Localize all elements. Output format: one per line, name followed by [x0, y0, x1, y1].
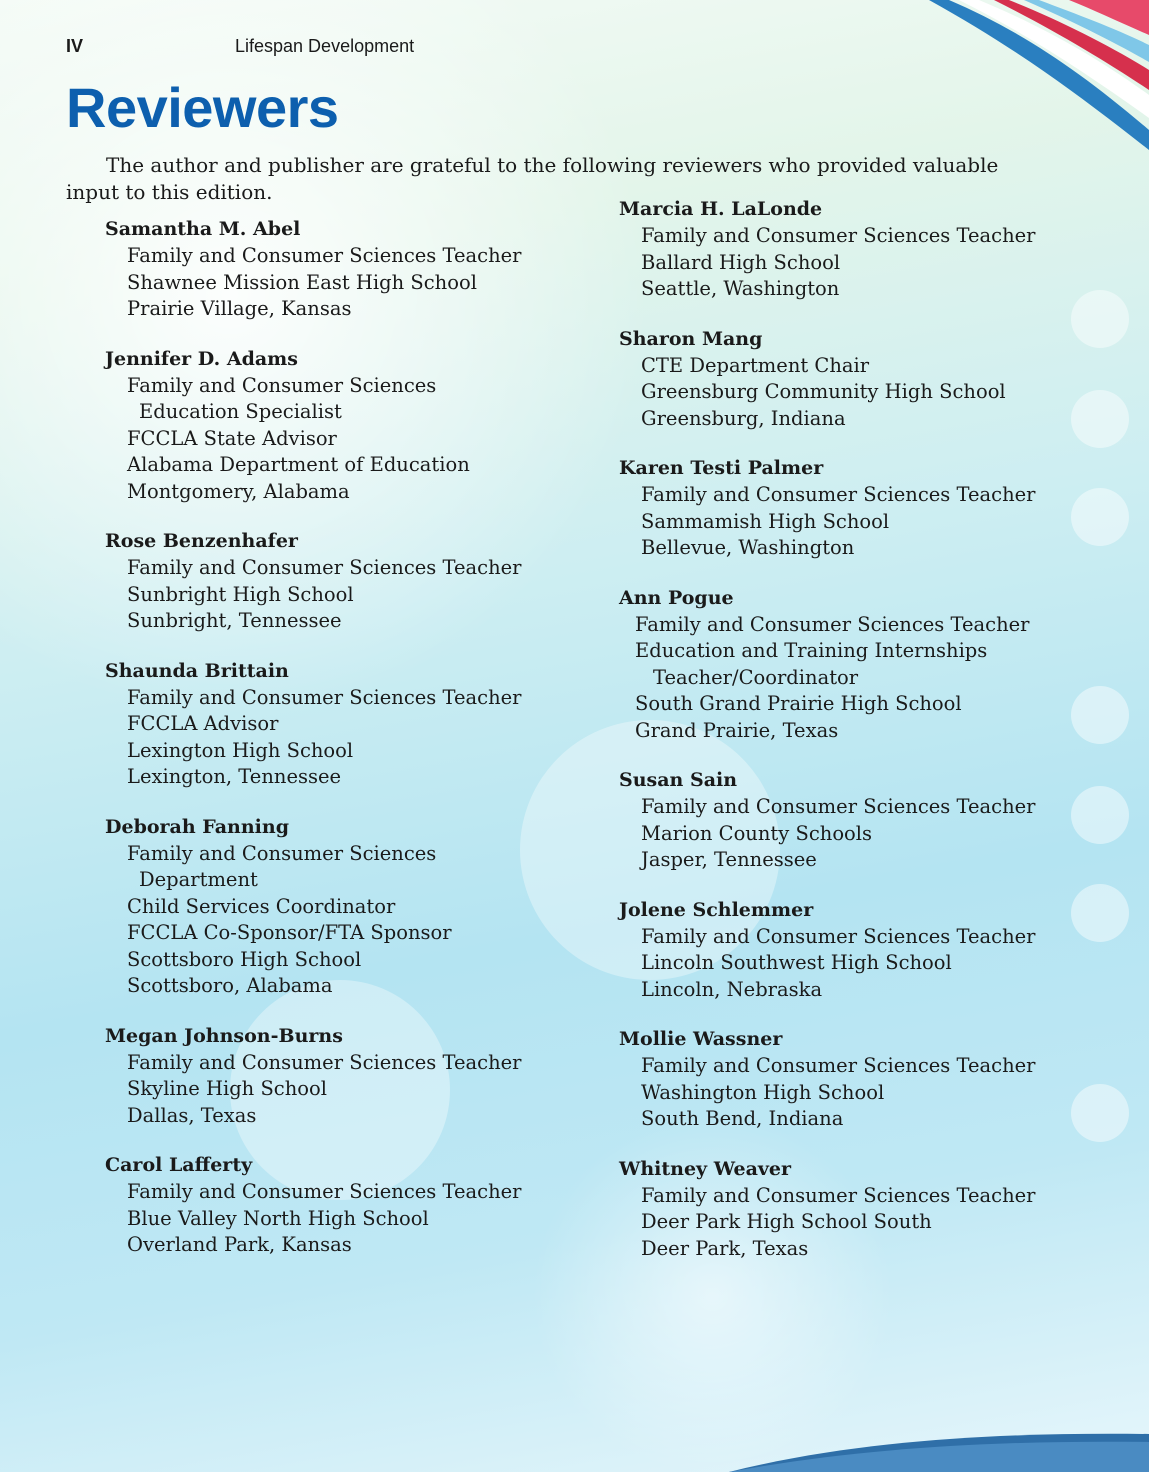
reviewer-detail: FCCLA Advisor: [127, 712, 279, 735]
reviewer-name: Ann Pogue: [619, 586, 734, 609]
reviewer-name: Samantha M. Abel: [105, 218, 301, 240]
running-header: [66, 36, 414, 57]
reviewer-detail: Family and Consumer Sciences Teacher: [127, 244, 522, 267]
reviewer-entry: [105, 1152, 575, 1259]
reviewer-detail: Grand Prairie, Texas: [635, 718, 839, 742]
reviewer-detail: Overland Park, Kansas: [127, 1233, 352, 1256]
reviewer-detail: Family and Consumer Sciences Teacher: [127, 556, 522, 579]
reviewer-detail: Sammamish High School: [641, 509, 890, 533]
reviewer-detail: FCCLA Co-Sponsor/FTA Sponsor: [127, 921, 452, 944]
reviewer-entry: [619, 585, 1099, 745]
reviewer-detail: Dallas, Texas: [127, 1103, 257, 1127]
reviewer-detail: Family and Consumer Sciences Teacher: [641, 1183, 1036, 1207]
reviewer-name: Sharon Mang: [619, 327, 763, 350]
reviewer-name: Jennifer D. Adams: [105, 347, 298, 370]
reviewer-name: Shaunda Brittain: [105, 659, 289, 682]
reviewer-entry: [105, 216, 575, 323]
reviewer-detail: Lincoln, Nebraska: [641, 977, 823, 1001]
reviewer-detail: Ballard High School: [641, 250, 841, 274]
reviewer-detail: Family and Consumer Sciences: [127, 841, 437, 865]
intro-paragraph: The author and publisher are grateful to the following reviewers who provided valuable input to this edition.: [66, 153, 999, 204]
reviewer-detail: Family and Consumer Sciences Teacher: [127, 1050, 522, 1074]
reviewer-detail: Department: [139, 868, 258, 891]
reviewer-detail: South Grand Prairie High School: [635, 692, 962, 715]
reviewer-detail: Washington High School: [641, 1080, 885, 1104]
reviewer-detail: Education Specialist: [139, 400, 342, 423]
reviewer-detail: Montgomery, Alabama: [127, 479, 350, 503]
reviewer-detail: FCCLA State Advisor: [127, 426, 337, 450]
reviewer-entry: [619, 1156, 1099, 1263]
reviewer-detail: Education and Training Internships: [635, 639, 988, 662]
reviewers-left-column: [105, 216, 575, 1282]
reviewer-detail: Bellevue, Washington: [641, 536, 855, 559]
corner-swoosh-bottom: [729, 1412, 1149, 1472]
reviewer-name: Jolene Schlemmer: [619, 898, 814, 921]
reviewer-entry: [105, 1023, 575, 1130]
reviewer-entry: [619, 326, 1099, 433]
reviewer-detail: Scottsboro High School: [127, 947, 362, 971]
reviewer-detail: Child Services Coordinator: [127, 894, 396, 918]
reviewer-name: Susan Sain: [619, 769, 738, 791]
reviewer-name: Whitney Weaver: [619, 1157, 792, 1180]
reviewer-detail: Lincoln Southwest High School: [641, 951, 952, 974]
reviewer-detail: Skyline High School: [127, 1077, 327, 1100]
reviewer-entry: [105, 528, 575, 635]
reviewer-detail: Jasper, Tennessee: [641, 848, 817, 871]
reviewer-detail: Seattle, Washington: [641, 277, 840, 300]
reviewer-entry: [105, 658, 575, 791]
reviewer-entry: [619, 767, 1099, 874]
reviewer-name: Megan Johnson-Burns: [105, 1024, 343, 1047]
reviewer-detail: Family and Consumer Sciences Teacher: [641, 795, 1036, 818]
reviewer-detail: Family and Consumer Sciences Teacher: [641, 224, 1036, 247]
reviewers-right-column: [619, 196, 1099, 1285]
reviewer-detail: Sunbright, Tennessee: [127, 609, 342, 632]
reviewer-detail: Lexington, Tennessee: [127, 765, 342, 788]
reviewer-detail: Lexington High School: [127, 738, 354, 762]
reviewer-name: Mollie Wassner: [619, 1028, 783, 1050]
reviewer-detail: Greensburg, Indiana: [641, 406, 846, 430]
corner-swoosh-top: [909, 0, 1149, 150]
reviewer-name: Rose Benzenhafer: [105, 530, 298, 552]
reviewer-detail: Blue Valley North High School: [127, 1206, 429, 1230]
reviewer-entry: [105, 346, 575, 506]
reviewer-entry: [619, 196, 1099, 303]
reviewer-name: Karen Testi Palmer: [619, 457, 824, 479]
reviewer-detail: Family and Consumer Sciences Teacher: [641, 483, 1036, 506]
reviewer-entry: [619, 897, 1099, 1004]
reviewer-detail: Family and Consumer Sciences Teacher: [635, 612, 1030, 636]
reviewer-entry: [619, 455, 1099, 562]
book-title: Lifespan Development: [235, 36, 415, 56]
reviewer-detail: Alabama Department of Education: [127, 453, 470, 476]
reviewer-detail: Family and Consumer Sciences Teacher: [127, 685, 522, 709]
reviewer-detail: Prairie Village, Kansas: [127, 297, 352, 320]
reviewer-detail: Marion County Schools: [641, 821, 873, 845]
reviewer-entry: [619, 1026, 1099, 1133]
reviewer-name: Marcia H. LaLonde: [619, 198, 823, 220]
reviewer-detail: Family and Consumer Sciences Teacher: [127, 1180, 522, 1203]
reviewer-detail: South Bend, Indiana: [641, 1107, 844, 1130]
reviewer-detail: Greensburg Community High School: [641, 380, 1006, 403]
reviewer-detail: Scottsboro, Alabama: [127, 974, 333, 997]
reviewer-entry: [105, 814, 575, 1000]
reviewer-detail: Family and Consumer Sciences Teacher: [641, 1054, 1036, 1077]
page-title: Reviewers: [66, 76, 339, 139]
reviewer-detail: Shawnee Mission East High School: [127, 270, 477, 294]
reviewer-detail: Teacher/Coordinator: [653, 665, 859, 689]
reviewer-name: Deborah Fanning: [105, 815, 289, 838]
reviewer-detail: Family and Consumer Sciences Teacher: [641, 924, 1036, 948]
reviewer-detail: Family and Consumer Sciences: [127, 373, 437, 397]
reviewer-detail: CTE Department Chair: [641, 353, 870, 377]
reviewer-name: Carol Lafferty: [105, 1154, 253, 1176]
reviewer-detail: Sunbright High School: [127, 582, 354, 606]
reviewer-detail: Deer Park High School South: [641, 1210, 932, 1233]
page-number: IV: [66, 36, 84, 56]
reviewer-detail: Deer Park, Texas: [641, 1236, 809, 1260]
